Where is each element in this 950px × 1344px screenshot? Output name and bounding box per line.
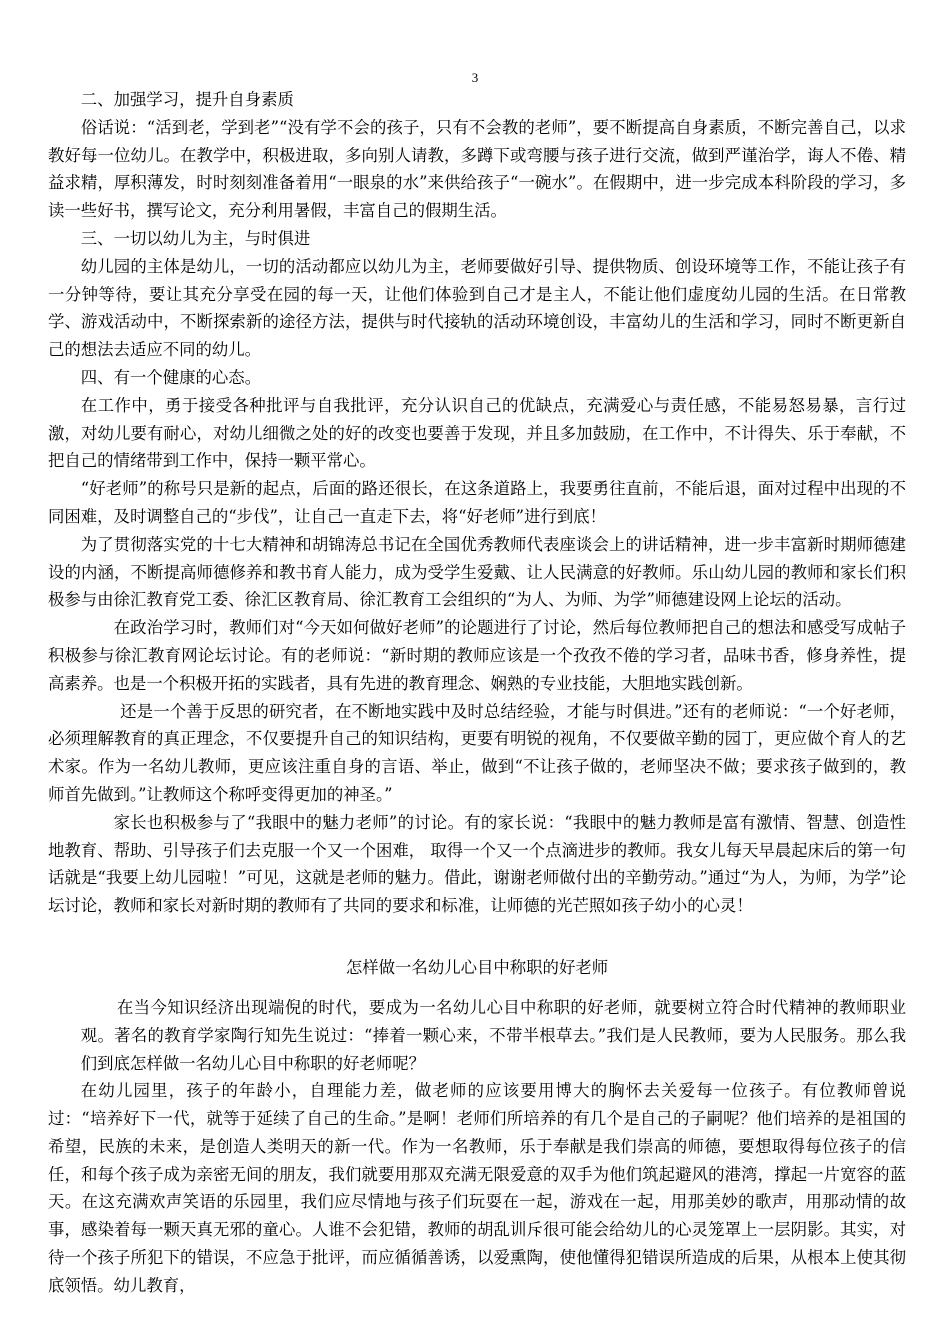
paragraph: 家长也积极参与了“我眼中的魅力老师”的讨论。有的家长说：“我眼中的魅力教师是富有激情、智慧、创造性地教育、帮助、引导孩子们去克服一个又一个困难， 取得一个又一个点滴进步的教师。我女儿每天早晨起床后的第一句话就是“我要上幼儿园啦！”可见，这就是老师的魅力。借此，谢谢老师做付出的辛勤劳动。”通过“为人，为师，为学”论坛讨论，教师和家长对新时期的教师有了共同的要求和标准，让师德的光芒照如孩子幼小的心灵！ — [48, 812, 906, 916]
paragraph: 在幼儿园里，孩子的年龄小，自理能力差，做老师的应该要用博大的胸怀去关爱每一位孩子。有位教师曾说过：“培养好下一代，就等于延续了自己的生命。”是啊！老师们所培养的有几个是自己的子嗣呢？他们培养的是祖国的希望，民族的未来，是创造人类明天的新一代。作为一名教师，乐于奉献是我们崇高的师德，要想取得每位孩子的信任，和每个孩子成为亲密无间的朋友，我们就要用那双充满无限爱意的双手为他们筑起避风的港湾，撑起一片宽容的蓝天。在这充满欢声笑语的乐园里，我们应尽情地与孩子们玩耍在一起，游戏在一起，用那美妙的歌声，用那动情的故事，感染着每一颗天真无邪的童心。人谁不会犯错，教师的胡乱训斥很可能会给幼儿的心灵笼罩上一层阴影。其实，对待一个孩子所犯下的错误，不应急于批评，而应循循善诱，以爱熏陶，使他懂得犯错误所造成的后果，从根本上使其彻底领悟。幼儿教育， — [48, 1081, 906, 1295]
paragraph: 为了贯彻落实党的十七大精神和胡锦涛总书记在全国优秀教师代表座谈会上的讲话精神，进一步丰富新时期师德建设的内涵，不断提高师德修养和教书育人能力，成为受学生爱戴、让人民满意的好教师。乐山幼儿园的教师和家长们积极参与由徐汇教育党工委、徐汇区教育局、徐汇教育工会组织的“为人、为师、为学”师德建设网上论坛的活动。 — [48, 534, 906, 610]
section-heading-3: 三、一切以幼儿为主，与时俱进 — [80, 228, 311, 248]
section-heading-2: 二、加强学习，提升自身素质 — [80, 90, 294, 109]
paragraph: 在工作中，勇于接受各种批评与自我批评，充分认识自己的优缺点，充满爱心与责任感，不能易怒易暴，言行过激，对幼儿要有耐心，对幼儿细微之处的好的改变也要善于发现，并且多加鼓励，在工作中，不计得失、乐于奉献，不把自己的情绪带到工作中，保持一颗平常心。 — [48, 395, 906, 471]
paragraph: 俗话说：“活到老，学到老”“没有学不会的孩子，只有不会教的老师”，要不断提高自身素质，不断完善自己，以求教好每一位幼儿。在教学中，积极进取，多向别人请教，多蹲下或弯腰与孩子进行交流，做到严谨治学，诲人不倦、精益求精，厚积薄发，时时刻刻准备着用“一眼泉的水”来供给孩子“一碗水”。在假期中，进一步完成本科阶段的学习，多读一些好书，撰写论文，充分利用暑假，丰富自己的假期生活。 — [48, 117, 906, 221]
paragraph: 还是一个善于反思的研究者，在不断地实践中及时总结经验，才能与时俱进。”还有的老师说：“一个好老师，必须理解教育的真正理念，不仅要提升自己的知识结构，更要有明锐的视角，不仅要做辛勤的园丁，更应做个育人的艺术家。作为一名幼儿教师，更应该注重自身的言语、举止，做到“不让孩子做的，老师坚决不做；要求孩子做到的，教师首先做到。”让教师这个称呼变得更加的神圣。” — [48, 701, 906, 804]
paragraph: “好老师”的称号只是新的起点，后面的路还很长，在这条道路上，我要勇往直前，不能后退，面对过程中出现的不同困难，及时调整自己的“步伐”，让自己一直走下去，将“好老师”进行到底！ — [48, 479, 906, 526]
paragraph: 幼儿园的主体是幼儿，一切的活动都应以幼儿为主，老师要做好引导、提供物质、创设环境等工作，不能让孩子有一分钟等待，要让其充分享受在园的每一天，让他们体验到自己才是主人，不能让他们虚度幼儿园的生活。在日常教学、游戏活动中，不断探索新的途径方法，提供与时代接轨的活动环境创设，丰富幼儿的生活和学习，同时不断更新自己的想法去适应不同的幼儿。 — [48, 256, 906, 360]
paragraph: 在政治学习时，教师们对“今天如何做好老师”的论题进行了讨论，然后每位教师把自己的想法和感受写成帖子积极参与徐汇教育网论坛讨论。有的老师说：“新时期的教师应该是一个孜孜不倦的学习者，品味书香，修身养性，提高素养。也是一个积极开拓的实践者，具有先进的教育理念、娴熟的专业技能，大胆地实践创新。 — [48, 618, 906, 693]
article-title: 怎样做一名幼儿心目中称职的好老师 — [345, 957, 609, 977]
document-body — [48, 86, 906, 1300]
paragraph: 在当今知识经济出现端倪的时代，要成为一名幼儿心目中称职的好老师，就要树立符合时代精神的教师职业观。著名的教育学家陶行知先生说过：“捧着一颗心来，不带半根草去。”我们是人民教师，要为人民服务。那么我们到底怎样做一名幼儿心目中称职的好老师呢？ — [80, 997, 906, 1073]
section-heading-4: 四、有一个健康的心态。 — [80, 367, 262, 387]
page-number: 3 — [471, 70, 479, 85]
